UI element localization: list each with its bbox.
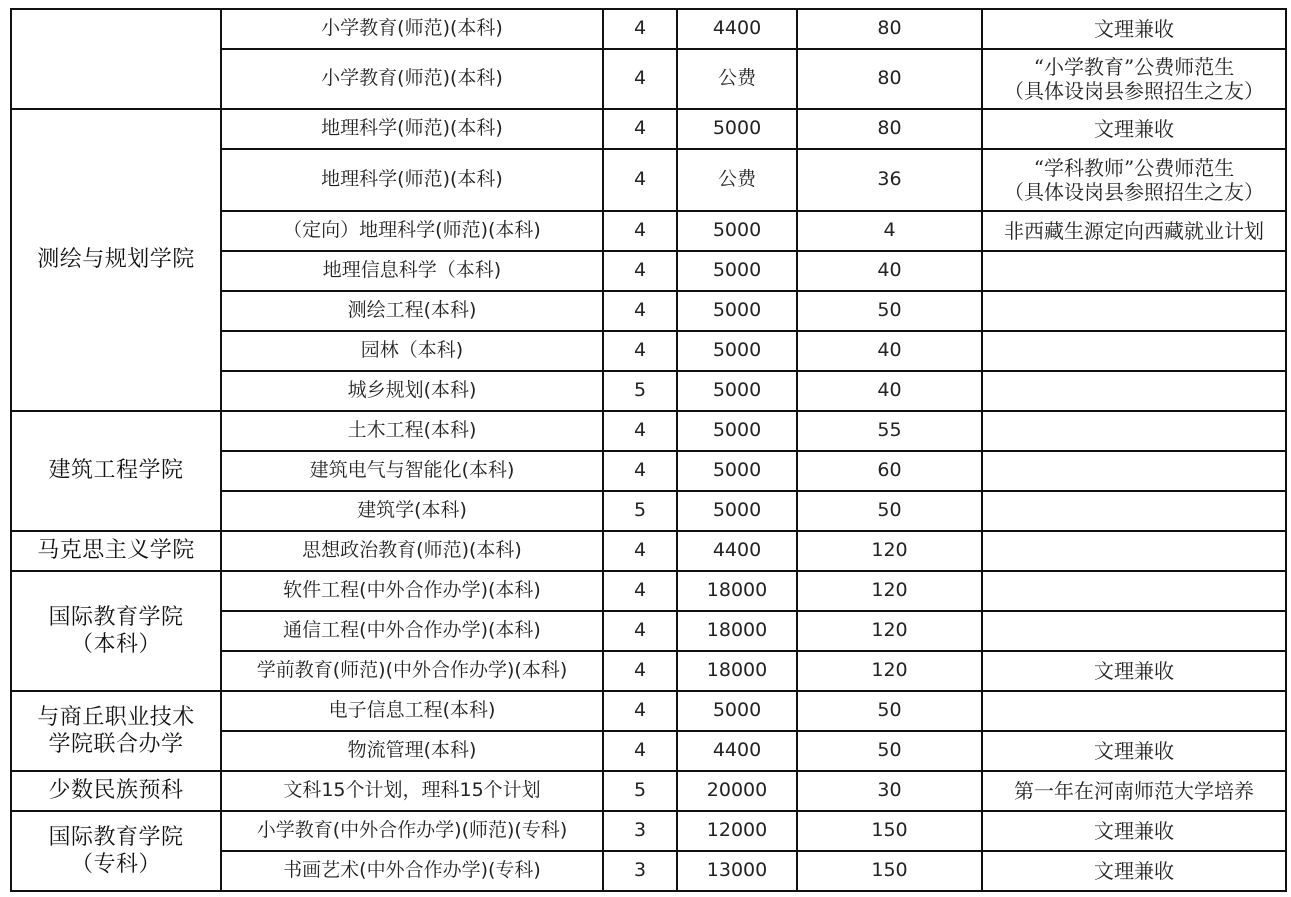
- college-cell: [11, 411, 221, 531]
- fee-cell: 公费: [677, 49, 797, 109]
- fee-cell: 5000: [677, 251, 797, 291]
- years-cell: 5: [603, 771, 677, 811]
- note-cell: [982, 491, 1286, 531]
- enrollment-count-cell: 40: [797, 371, 982, 411]
- fee-cell: 18000: [677, 571, 797, 611]
- major-cell: 建筑电气与智能化(本科): [221, 451, 603, 491]
- table-row: [11, 771, 1286, 811]
- college-cell: [11, 811, 221, 891]
- table-row: [11, 109, 1286, 149]
- major-cell: 园林（本科): [221, 331, 603, 371]
- enrollment-count-cell: 30: [797, 771, 982, 811]
- years-cell: 4: [603, 291, 677, 331]
- years-cell: 4: [603, 731, 677, 771]
- note-cell: [982, 531, 1286, 571]
- fee-cell: 5000: [677, 109, 797, 149]
- college-name-line2: 学院联合办学: [48, 732, 184, 757]
- major-cell: 文科15个计划，理科15个计划: [221, 771, 603, 811]
- fee-cell: 4400: [677, 9, 797, 49]
- enrollment-count-cell: 120: [797, 651, 982, 691]
- major-cell: 书画艺术(中外合作办学)(专科): [221, 851, 603, 891]
- major-cell: 地理科学(师范)(本科): [221, 149, 603, 211]
- enrollment-count-cell: 150: [797, 851, 982, 891]
- college-subtitle: （本科）: [70, 632, 161, 657]
- college-cell: [11, 691, 221, 771]
- enrollment-count-cell: 40: [797, 251, 982, 291]
- years-cell: 3: [603, 851, 677, 891]
- note-cell: [982, 611, 1286, 651]
- note-cell: [982, 291, 1286, 331]
- years-cell: 4: [603, 531, 677, 571]
- college-cell: [11, 571, 221, 691]
- college-name: 国际教育学院: [48, 604, 184, 630]
- college-subtitle: （专科）: [70, 852, 161, 877]
- college-cell: [11, 531, 221, 571]
- years-cell: 4: [603, 109, 677, 149]
- note-cell: [982, 651, 1286, 691]
- table-row: [11, 691, 1286, 731]
- college-name: 建筑工程学院: [48, 458, 184, 484]
- years-cell: 3: [603, 811, 677, 851]
- fee-cell: 4400: [677, 531, 797, 571]
- note-line: 文理兼收: [1094, 659, 1174, 683]
- college-name: 测绘与规划学院: [37, 247, 195, 273]
- years-cell: 4: [603, 331, 677, 371]
- major-cell: 小学教育(师范)(本科): [221, 49, 603, 109]
- major-cell: 学前教育(师范)(中外合作办学)(本科): [221, 651, 603, 691]
- years-cell: 4: [603, 571, 677, 611]
- major-cell: 地理科学(师范)(本科): [221, 109, 603, 149]
- enrollment-count-cell: 80: [797, 109, 982, 149]
- note-line: “小学教育”公费师范生: [1033, 55, 1235, 79]
- table-row: [11, 571, 1286, 611]
- enrollment-count-cell: 120: [797, 531, 982, 571]
- major-cell: 物流管理(本科): [221, 731, 603, 771]
- major-cell: 通信工程(中外合作办学)(本科): [221, 611, 603, 651]
- enrollment-count-cell: 40: [797, 331, 982, 371]
- college-cell: [11, 109, 221, 411]
- college-cell: [11, 771, 221, 811]
- major-cell: 地理信息科学（本科): [221, 251, 603, 291]
- note-cell: [982, 411, 1286, 451]
- note-line: 文理兼收: [1094, 859, 1174, 883]
- note-cell: [982, 49, 1286, 109]
- note-cell: [982, 811, 1286, 851]
- note-cell: [982, 731, 1286, 771]
- enrollment-count-cell: 120: [797, 611, 982, 651]
- enrollment-count-cell: 36: [797, 149, 982, 211]
- enrollment-count-cell: 50: [797, 691, 982, 731]
- fee-cell: 5000: [677, 691, 797, 731]
- college-name: 少数民族预科: [48, 778, 184, 804]
- college-name: 国际教育学院: [48, 824, 184, 850]
- table-row: [11, 411, 1286, 451]
- college-name: 与商丘职业技术: [37, 704, 195, 730]
- fee-cell: 5000: [677, 451, 797, 491]
- note-cell: [982, 371, 1286, 411]
- years-cell: 4: [603, 411, 677, 451]
- enrollment-count-cell: 80: [797, 49, 982, 109]
- note-cell: [982, 251, 1286, 291]
- major-cell: 城乡规划(本科): [221, 371, 603, 411]
- note-cell: [982, 691, 1286, 731]
- major-cell: 建筑学(本科): [221, 491, 603, 531]
- note-line: （具体设岗县参照招生之友）: [1004, 79, 1264, 103]
- years-cell: 4: [603, 611, 677, 651]
- note-cell: [982, 571, 1286, 611]
- fee-cell: 12000: [677, 811, 797, 851]
- fee-cell: 5000: [677, 291, 797, 331]
- note-line: 文理兼收: [1094, 117, 1174, 141]
- years-cell: 4: [603, 9, 677, 49]
- major-cell: 思想政治教育(师范)(本科): [221, 531, 603, 571]
- major-cell: 测绘工程(本科): [221, 291, 603, 331]
- fee-cell: 5000: [677, 371, 797, 411]
- enrollment-count-cell: 120: [797, 571, 982, 611]
- note-line: 文理兼收: [1094, 17, 1174, 41]
- fee-cell: 4400: [677, 731, 797, 771]
- years-cell: 4: [603, 149, 677, 211]
- college-name: 马克思主义学院: [37, 538, 195, 564]
- enrollment-count-cell: 50: [797, 731, 982, 771]
- note-line: 文理兼收: [1094, 739, 1174, 763]
- note-cell: [982, 109, 1286, 149]
- years-cell: 5: [603, 491, 677, 531]
- fee-cell: 18000: [677, 611, 797, 651]
- note-cell: [982, 211, 1286, 251]
- fee-cell: 20000: [677, 771, 797, 811]
- note-cell: [982, 771, 1286, 811]
- major-cell: 电子信息工程(本科): [221, 691, 603, 731]
- fee-cell: 13000: [677, 851, 797, 891]
- major-cell: 小学教育(中外合作办学)(师范)(专科): [221, 811, 603, 851]
- note-line: 文理兼收: [1094, 819, 1174, 843]
- note-line: “学科教师”公费师范生: [1033, 156, 1235, 180]
- enrollment-count-cell: 50: [797, 291, 982, 331]
- enrollment-count-cell: 4: [797, 211, 982, 251]
- note-cell: [982, 851, 1286, 891]
- fee-cell: 5000: [677, 331, 797, 371]
- fee-cell: 5000: [677, 411, 797, 451]
- note-line: （具体设岗县参照招生之友）: [1004, 180, 1264, 204]
- note-cell: [982, 451, 1286, 491]
- table-row: [11, 531, 1286, 571]
- fee-cell: 5000: [677, 491, 797, 531]
- major-cell: 土木工程(本科): [221, 411, 603, 451]
- note-line: 第一年在河南师范大学培养: [1014, 779, 1254, 803]
- note-cell: [982, 149, 1286, 211]
- major-cell: （定向）地理科学(师范)(本科): [221, 211, 603, 251]
- fee-cell: 18000: [677, 651, 797, 691]
- college-cell: [11, 9, 221, 109]
- enrollment-count-cell: 50: [797, 491, 982, 531]
- years-cell: 4: [603, 49, 677, 109]
- years-cell: 4: [603, 251, 677, 291]
- enrollment-count-cell: 55: [797, 411, 982, 451]
- years-cell: 4: [603, 691, 677, 731]
- note-cell: [982, 9, 1286, 49]
- enrollment-count-cell: 60: [797, 451, 982, 491]
- enrollment-count-cell: 150: [797, 811, 982, 851]
- fee-cell: 公费: [677, 149, 797, 211]
- major-cell: 小学教育(师范)(本科): [221, 9, 603, 49]
- note-cell: [982, 331, 1286, 371]
- years-cell: 5: [603, 371, 677, 411]
- enrollment-count-cell: 80: [797, 9, 982, 49]
- years-cell: 4: [603, 651, 677, 691]
- major-cell: 软件工程(中外合作办学)(本科): [221, 571, 603, 611]
- note-line: 非西藏生源定向西藏就业计划: [1004, 219, 1264, 243]
- table-row: [11, 811, 1286, 851]
- admissions-table: [10, 8, 1287, 892]
- years-cell: 4: [603, 451, 677, 491]
- fee-cell: 5000: [677, 211, 797, 251]
- years-cell: 4: [603, 211, 677, 251]
- table-row: [11, 9, 1286, 49]
